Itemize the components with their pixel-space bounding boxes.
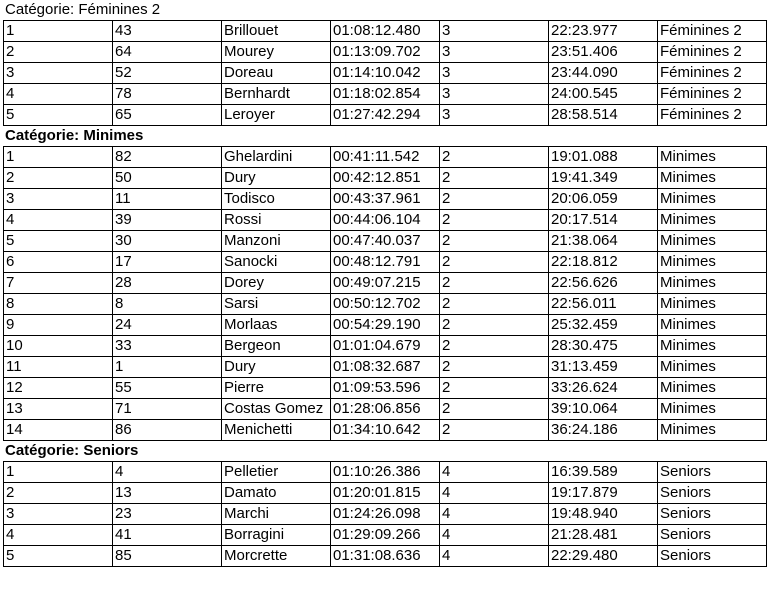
name-cell: Mourey bbox=[222, 42, 331, 63]
category-cell: Minimes bbox=[658, 252, 767, 273]
time-cell: 00:49:07.215 bbox=[331, 273, 440, 294]
bib-cell: 65 bbox=[113, 105, 222, 126]
table-row bbox=[4, 63, 767, 84]
table-row bbox=[4, 231, 767, 252]
results-table bbox=[3, 146, 767, 441]
laps-cell: 2 bbox=[440, 420, 549, 441]
category-cell: Seniors bbox=[658, 525, 767, 546]
bib-cell: 86 bbox=[113, 420, 222, 441]
category-cell: Minimes bbox=[658, 315, 767, 336]
laps-cell: 2 bbox=[440, 231, 549, 252]
rank-cell: 12 bbox=[4, 378, 113, 399]
bib-cell: 30 bbox=[113, 231, 222, 252]
category-cell: Minimes bbox=[658, 294, 767, 315]
name-cell: Bernhardt bbox=[222, 84, 331, 105]
category-cell: Minimes bbox=[658, 231, 767, 252]
bib-cell: 64 bbox=[113, 42, 222, 63]
name-cell: Todisco bbox=[222, 189, 331, 210]
laps-cell: 3 bbox=[440, 63, 549, 84]
best-lap-cell: 19:48.940 bbox=[549, 504, 658, 525]
time-cell: 00:41:11.542 bbox=[331, 147, 440, 168]
laps-cell: 4 bbox=[440, 525, 549, 546]
bib-cell: 43 bbox=[113, 21, 222, 42]
best-lap-cell: 23:51.406 bbox=[549, 42, 658, 63]
time-cell: 01:09:53.596 bbox=[331, 378, 440, 399]
best-lap-cell: 20:17.514 bbox=[549, 210, 658, 231]
time-cell: 01:28:06.856 bbox=[331, 399, 440, 420]
name-cell: Dury bbox=[222, 168, 331, 189]
time-cell: 01:01:04.679 bbox=[331, 336, 440, 357]
laps-cell: 2 bbox=[440, 378, 549, 399]
laps-cell: 2 bbox=[440, 168, 549, 189]
category-cell: Minimes bbox=[658, 147, 767, 168]
table-row bbox=[4, 84, 767, 105]
laps-cell: 4 bbox=[440, 546, 549, 567]
bib-cell: 17 bbox=[113, 252, 222, 273]
time-cell: 01:08:32.687 bbox=[331, 357, 440, 378]
rank-cell: 1 bbox=[4, 21, 113, 42]
table-row bbox=[4, 42, 767, 63]
bib-cell: 71 bbox=[113, 399, 222, 420]
best-lap-cell: 22:18.812 bbox=[549, 252, 658, 273]
bib-cell: 4 bbox=[113, 462, 222, 483]
table-row bbox=[4, 504, 767, 525]
name-cell: Ghelardini bbox=[222, 147, 331, 168]
time-cell: 01:20:01.815 bbox=[331, 483, 440, 504]
bib-cell: 33 bbox=[113, 336, 222, 357]
rank-cell: 2 bbox=[4, 168, 113, 189]
rank-cell: 1 bbox=[4, 462, 113, 483]
rank-cell: 13 bbox=[4, 399, 113, 420]
bib-cell: 24 bbox=[113, 315, 222, 336]
category-cell: Minimes bbox=[658, 168, 767, 189]
table-row bbox=[4, 21, 767, 42]
name-cell: Marchi bbox=[222, 504, 331, 525]
name-cell: Dorey bbox=[222, 273, 331, 294]
name-cell: Manzoni bbox=[222, 231, 331, 252]
bib-cell: 23 bbox=[113, 504, 222, 525]
best-lap-cell: 28:58.514 bbox=[549, 105, 658, 126]
best-lap-cell: 20:06.059 bbox=[549, 189, 658, 210]
name-cell: Rossi bbox=[222, 210, 331, 231]
laps-cell: 2 bbox=[440, 273, 549, 294]
name-cell: Sanocki bbox=[222, 252, 331, 273]
laps-cell: 2 bbox=[440, 252, 549, 273]
time-cell: 00:42:12.851 bbox=[331, 168, 440, 189]
bib-cell: 50 bbox=[113, 168, 222, 189]
laps-cell: 4 bbox=[440, 483, 549, 504]
results-table bbox=[3, 20, 767, 126]
time-cell: 01:34:10.642 bbox=[331, 420, 440, 441]
laps-cell: 3 bbox=[440, 105, 549, 126]
table-row bbox=[4, 147, 767, 168]
time-cell: 00:43:37.961 bbox=[331, 189, 440, 210]
category-cell: Féminines 2 bbox=[658, 84, 767, 105]
bib-cell: 39 bbox=[113, 210, 222, 231]
best-lap-cell: 33:26.624 bbox=[549, 378, 658, 399]
table-row bbox=[4, 357, 767, 378]
bib-cell: 41 bbox=[113, 525, 222, 546]
table-row bbox=[4, 105, 767, 126]
best-lap-cell: 22:56.626 bbox=[549, 273, 658, 294]
table-row bbox=[4, 462, 767, 483]
laps-cell: 3 bbox=[440, 21, 549, 42]
laps-cell: 2 bbox=[440, 315, 549, 336]
table-row bbox=[4, 525, 767, 546]
category-heading: Catégorie: Féminines 2 bbox=[5, 1, 161, 18]
table-row bbox=[4, 210, 767, 231]
table-row bbox=[4, 189, 767, 210]
rank-cell: 3 bbox=[4, 189, 113, 210]
laps-cell: 4 bbox=[440, 462, 549, 483]
category-cell: Seniors bbox=[658, 504, 767, 525]
bib-cell: 13 bbox=[113, 483, 222, 504]
category-heading: Catégorie: Minimes bbox=[5, 127, 144, 144]
name-cell: Dury bbox=[222, 357, 331, 378]
best-lap-cell: 16:39.589 bbox=[549, 462, 658, 483]
category-cell: Minimes bbox=[658, 273, 767, 294]
category-cell: Minimes bbox=[658, 399, 767, 420]
best-lap-cell: 21:28.481 bbox=[549, 525, 658, 546]
table-row bbox=[4, 273, 767, 294]
table-row bbox=[4, 546, 767, 567]
bib-cell: 85 bbox=[113, 546, 222, 567]
time-cell: 00:44:06.104 bbox=[331, 210, 440, 231]
bib-cell: 28 bbox=[113, 273, 222, 294]
table-row bbox=[4, 420, 767, 441]
rank-cell: 4 bbox=[4, 84, 113, 105]
category-cell: Féminines 2 bbox=[658, 105, 767, 126]
table-row bbox=[4, 483, 767, 504]
bib-cell: 52 bbox=[113, 63, 222, 84]
rank-cell: 9 bbox=[4, 315, 113, 336]
category-cell: Féminines 2 bbox=[658, 42, 767, 63]
laps-cell: 2 bbox=[440, 210, 549, 231]
name-cell: Doreau bbox=[222, 63, 331, 84]
category-cell: Minimes bbox=[658, 210, 767, 231]
name-cell: Damato bbox=[222, 483, 331, 504]
name-cell: Bergeon bbox=[222, 336, 331, 357]
laps-cell: 3 bbox=[440, 84, 549, 105]
table-row bbox=[4, 399, 767, 420]
rank-cell: 6 bbox=[4, 252, 113, 273]
rank-cell: 14 bbox=[4, 420, 113, 441]
best-lap-cell: 28:30.475 bbox=[549, 336, 658, 357]
best-lap-cell: 19:17.879 bbox=[549, 483, 658, 504]
category-cell: Minimes bbox=[658, 378, 767, 399]
results-table bbox=[3, 461, 767, 567]
category-cell: Seniors bbox=[658, 483, 767, 504]
rank-cell: 2 bbox=[4, 42, 113, 63]
time-cell: 00:47:40.037 bbox=[331, 231, 440, 252]
time-cell: 01:24:26.098 bbox=[331, 504, 440, 525]
laps-cell: 2 bbox=[440, 336, 549, 357]
rank-cell: 5 bbox=[4, 546, 113, 567]
best-lap-cell: 22:29.480 bbox=[549, 546, 658, 567]
time-cell: 00:54:29.190 bbox=[331, 315, 440, 336]
rank-cell: 11 bbox=[4, 357, 113, 378]
category-heading: Catégorie: Seniors bbox=[5, 442, 139, 459]
time-cell: 01:08:12.480 bbox=[331, 21, 440, 42]
bib-cell: 1 bbox=[113, 357, 222, 378]
rank-cell: 7 bbox=[4, 273, 113, 294]
name-cell: Pierre bbox=[222, 378, 331, 399]
table-row bbox=[4, 315, 767, 336]
best-lap-cell: 22:23.977 bbox=[549, 21, 658, 42]
laps-cell: 2 bbox=[440, 357, 549, 378]
rank-cell: 4 bbox=[4, 525, 113, 546]
best-lap-cell: 39:10.064 bbox=[549, 399, 658, 420]
category-cell: Minimes bbox=[658, 420, 767, 441]
category-cell: Féminines 2 bbox=[658, 63, 767, 84]
best-lap-cell: 25:32.459 bbox=[549, 315, 658, 336]
table-row bbox=[4, 294, 767, 315]
rank-cell: 2 bbox=[4, 483, 113, 504]
bib-cell: 55 bbox=[113, 378, 222, 399]
category-cell: Minimes bbox=[658, 336, 767, 357]
category-cell: Féminines 2 bbox=[658, 21, 767, 42]
time-cell: 01:13:09.702 bbox=[331, 42, 440, 63]
table-row bbox=[4, 252, 767, 273]
rank-cell: 3 bbox=[4, 63, 113, 84]
name-cell: Borragini bbox=[222, 525, 331, 546]
time-cell: 01:31:08.636 bbox=[331, 546, 440, 567]
time-cell: 01:18:02.854 bbox=[331, 84, 440, 105]
rank-cell: 5 bbox=[4, 231, 113, 252]
laps-cell: 4 bbox=[440, 504, 549, 525]
name-cell: Brillouet bbox=[222, 21, 331, 42]
name-cell: Sarsi bbox=[222, 294, 331, 315]
category-cell: Seniors bbox=[658, 462, 767, 483]
laps-cell: 2 bbox=[440, 399, 549, 420]
table-row bbox=[4, 378, 767, 399]
rank-cell: 10 bbox=[4, 336, 113, 357]
name-cell: Menichetti bbox=[222, 420, 331, 441]
time-cell: 01:14:10.042 bbox=[331, 63, 440, 84]
rank-cell: 8 bbox=[4, 294, 113, 315]
time-cell: 00:50:12.702 bbox=[331, 294, 440, 315]
best-lap-cell: 23:44.090 bbox=[549, 63, 658, 84]
bib-cell: 11 bbox=[113, 189, 222, 210]
rank-cell: 3 bbox=[4, 504, 113, 525]
category-cell: Minimes bbox=[658, 189, 767, 210]
table-row bbox=[4, 168, 767, 189]
rank-cell: 5 bbox=[4, 105, 113, 126]
time-cell: 01:29:09.266 bbox=[331, 525, 440, 546]
name-cell: Costas Gomez bbox=[222, 399, 331, 420]
rank-cell: 4 bbox=[4, 210, 113, 231]
best-lap-cell: 19:01.088 bbox=[549, 147, 658, 168]
time-cell: 01:10:26.386 bbox=[331, 462, 440, 483]
best-lap-cell: 36:24.186 bbox=[549, 420, 658, 441]
bib-cell: 8 bbox=[113, 294, 222, 315]
bib-cell: 82 bbox=[113, 147, 222, 168]
category-cell: Seniors bbox=[658, 546, 767, 567]
laps-cell: 2 bbox=[440, 147, 549, 168]
best-lap-cell: 21:38.064 bbox=[549, 231, 658, 252]
name-cell: Morcrette bbox=[222, 546, 331, 567]
rank-cell: 1 bbox=[4, 147, 113, 168]
category-cell: Minimes bbox=[658, 357, 767, 378]
name-cell: Leroyer bbox=[222, 105, 331, 126]
bib-cell: 78 bbox=[113, 84, 222, 105]
name-cell: Morlaas bbox=[222, 315, 331, 336]
best-lap-cell: 31:13.459 bbox=[549, 357, 658, 378]
name-cell: Pelletier bbox=[222, 462, 331, 483]
table-row bbox=[4, 336, 767, 357]
best-lap-cell: 19:41.349 bbox=[549, 168, 658, 189]
time-cell: 00:48:12.791 bbox=[331, 252, 440, 273]
laps-cell: 2 bbox=[440, 294, 549, 315]
laps-cell: 3 bbox=[440, 42, 549, 63]
best-lap-cell: 22:56.011 bbox=[549, 294, 658, 315]
best-lap-cell: 24:00.545 bbox=[549, 84, 658, 105]
laps-cell: 2 bbox=[440, 189, 549, 210]
time-cell: 01:27:42.294 bbox=[331, 105, 440, 126]
